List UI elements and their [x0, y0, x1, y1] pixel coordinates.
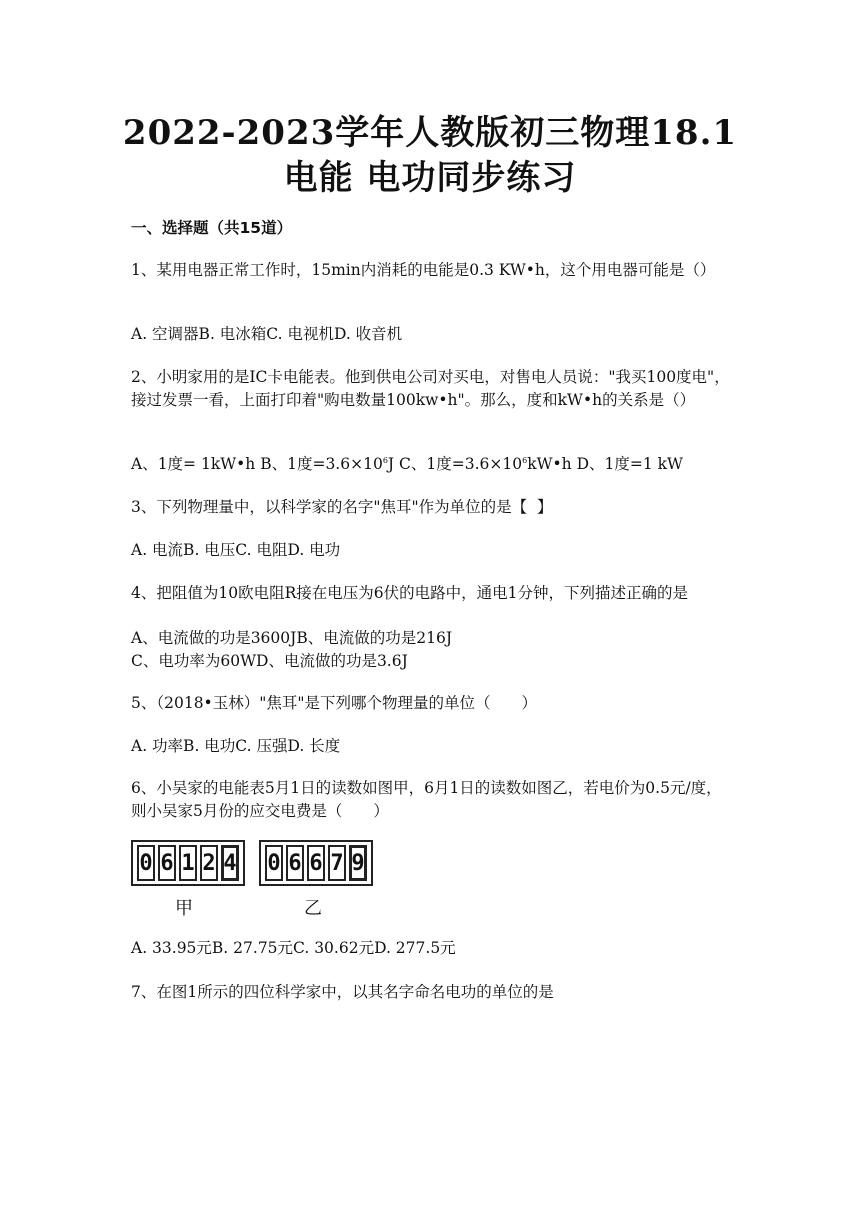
meter-yi: [259, 840, 373, 886]
question-7: 7、在图1所示的四位科学家中，以其名字命名电功的单位的是: [131, 983, 554, 1001]
meter-yi-label: 乙: [304, 898, 322, 919]
meter-digit-decimal: 4: [221, 845, 239, 881]
q2-exponent-2: 6: [522, 455, 528, 465]
question-3: 3、下列物理量中，以科学家的名字"焦耳"作为单位的是【 】: [131, 498, 553, 516]
meter-readings-figure: [131, 840, 371, 920]
question-2: 2、小明家用的是IC卡电能表。他到供电公司对买电，对售电人员说："我买100度电"，接过发票一看，上面打印着"购电数量100kw•h"。那么，度和kW•h的关系是（）: [131, 368, 730, 409]
meter-digit-decimal: 9: [349, 845, 367, 881]
meter-digit: 6: [158, 845, 176, 881]
question-6: 6、小吴家的电能表5月1日的读数如图甲，6月1日的读数如图乙，若电价为0.5元/度，则小吴家5月份的应交电费是（ ）: [131, 779, 722, 820]
document-title-line1: 2022-2023学年人教版初三物理18.1: [122, 113, 738, 153]
meter-digit: 0: [265, 845, 283, 881]
question-6-options: A. 33.95元B. 27.75元C. 30.62元D. 277.5元: [131, 939, 456, 957]
question-2-options: [131, 453, 731, 476]
question-4-options-1: A、电流做的功是3600JB、电流做的功是216J: [131, 629, 453, 647]
question-1-options: A. 空调器B. 电冰箱C. 电视机D. 收音机: [131, 325, 403, 343]
meter-jia-label: 甲: [175, 898, 193, 919]
document-title-line2: 电能 电功同步练习: [283, 158, 577, 198]
meter-jia: [131, 840, 245, 886]
question-5: 5、（2018•玉林）"焦耳"是下列哪个物理量的单位（ ）: [131, 694, 537, 712]
question-5-options: A. 功率B. 电功C. 压强D. 长度: [131, 737, 341, 755]
q2-option-c: kW•h D、1度=1 kW: [527, 455, 683, 473]
q2-option-a: A、1度= 1kW•h B、1度=3.6×10: [131, 455, 383, 473]
question-3-options: A. 电流B. 电压C. 电阻D. 电功: [131, 541, 341, 559]
question-4-options-2: C、电功率为60WD、电流做的功是3.6J: [131, 652, 408, 670]
question-4: 4、把阻值为10欧电阻R接在电压为6伏的电路中，通电1分钟，下列描述正确的是: [131, 584, 688, 602]
meter-digit: 2: [200, 845, 218, 881]
q2-option-b: J C、1度=3.6×10: [387, 455, 523, 473]
meter-digit: 0: [137, 845, 155, 881]
question-1: 1、某用电器正常工作时，15min内消耗的电能是0.3 KW•h，这个用电器可能是（）: [131, 261, 716, 279]
section-heading: 一、选择题（共15道）: [131, 219, 293, 237]
meter-digit: 1: [179, 845, 197, 881]
meter-digit: 6: [307, 845, 325, 881]
q2-exponent-1: 6: [382, 455, 388, 465]
meter-digit: 7: [328, 845, 346, 881]
meter-digit: 6: [286, 845, 304, 881]
